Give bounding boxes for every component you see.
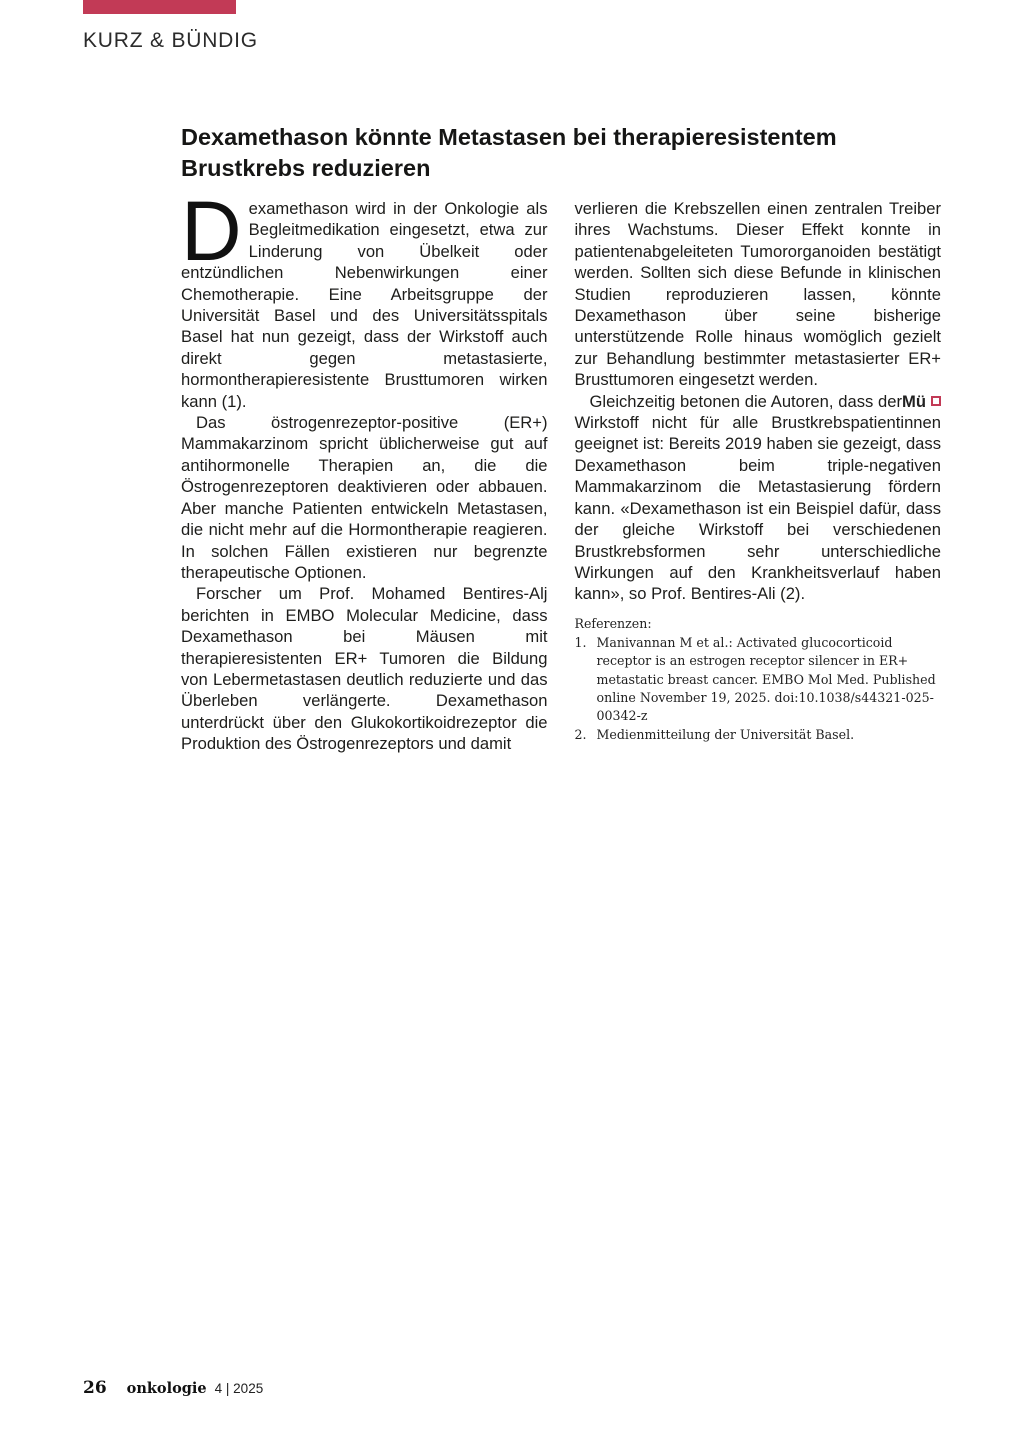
column-right xyxy=(575,198,942,755)
section-label: KURZ & BÜNDIG xyxy=(83,29,258,52)
page-number: 26 xyxy=(83,1378,107,1398)
paragraph: Das östrogenrezeptor-positive (ER+) Mammakarzinom spricht üblicherweise gut auf antihormonelle Therapien an, die die Östrogenrezeptoren deaktivieren oder abbauen. Aber manche Patienten entwickeln Metastasen, die nicht mehr auf die Hormontherapie reagieren. In solchen Fällen existieren nur begrenzte therapeutische Optionen. xyxy=(181,413,548,582)
references xyxy=(575,615,942,744)
paragraph xyxy=(575,198,942,391)
page-title: Dexamethason könnte Metastasen bei therapieresistentem Brustkrebs reduzieren xyxy=(181,124,837,181)
drop-cap: D xyxy=(181,184,242,278)
paragraph: Forscher um Prof. Mohamed Bentires-Alj berichten in EMBO Molecular Medicine, dass Dexamethason bei Mäusen mit therapieresistenten ER+ Tumoren die Bildung von Lebermetastasen deutlich reduzierte und das Überleben verlängerte. Dexamethason unterdrückt über den Glukokortikoidrezeptor die Produktion des Östrogenrezeptors und damit xyxy=(181,584,548,754)
section-accent-bar xyxy=(83,0,236,14)
journal-name: onkologie xyxy=(126,1380,207,1397)
reference-item xyxy=(575,634,942,725)
page-footer xyxy=(83,1378,263,1398)
paragraph-text: verlieren die Krebszellen einen zentralen Treiber ihres Wachstums. Dieser Effekt konnte in patientenabgeleiteten Tumororganoiden bestätigt werden. Sollten sich diese Befunde in klinischen Studien reproduzieren lassen, könnte Dexamethason über seine bisherige unterstützende Rolle hinaus womöglich gezielt zur Behandlung bestimmter metastasierter ER+ Brusttumoren eingesetzt werden. xyxy=(574,199,941,390)
paragraph xyxy=(575,391,942,605)
reference-item xyxy=(575,726,942,744)
reference-number: 2. xyxy=(574,726,587,742)
article xyxy=(181,122,941,755)
references-heading: Referenzen: xyxy=(574,615,652,631)
reference-text: Manivannan M et al.: Activated glucocorticoid receptor is an estrogen receptor silencer in ER+ metastatic breast cancer. EMBO Mol Med. Published online November 19, 2025. doi:10.1038/s44321-025-00342-z xyxy=(596,635,936,724)
article-body xyxy=(181,184,941,755)
reference-text: Medienmitteilung der Universität Basel. xyxy=(596,726,855,742)
issue-number: 4 | 2025 xyxy=(214,1381,264,1396)
article-end-square-icon xyxy=(931,396,941,406)
author-initials: Mü xyxy=(902,391,926,411)
paragraph-text: Gleichzeitig betonen die Autoren, dass der Wirkstoff nicht für alle Brustkrebspatientinnen geeignet ist: Bereits 2019 haben sie gezeigt, dass Dexamethason beim triple-negativen Mammakarzinom die Metastasierung fördern kann. «Dexamethason ist ein Beispiel dafür, dass der gleiche Wirkstoff bei verschiedenen Brustkrebsformen sehr unterschiedliche Wirkungen auf den Krankheitsverlauf haben kann», so Prof. Bentires-Ali (2). xyxy=(574,391,941,604)
paragraph-text: examethason wird in der Onkologie als Begleitmedikation eingesetzt, etwa zur Linderung von Übelkeit oder entzündlichen Nebenwirkungen einer Chemotherapie. Eine Arbeitsgruppe der Universität Basel und des Universitätsspitals Basel hat nun gezeigt, dass der Wirkstoff auch direkt gegen metastasierte, hormontherapieresistente Brusttumoren wirken kann (1). xyxy=(181,199,548,411)
column-left xyxy=(181,184,548,755)
reference-number: 1. xyxy=(574,635,587,651)
paragraph xyxy=(181,184,548,412)
author-signature xyxy=(902,391,941,412)
